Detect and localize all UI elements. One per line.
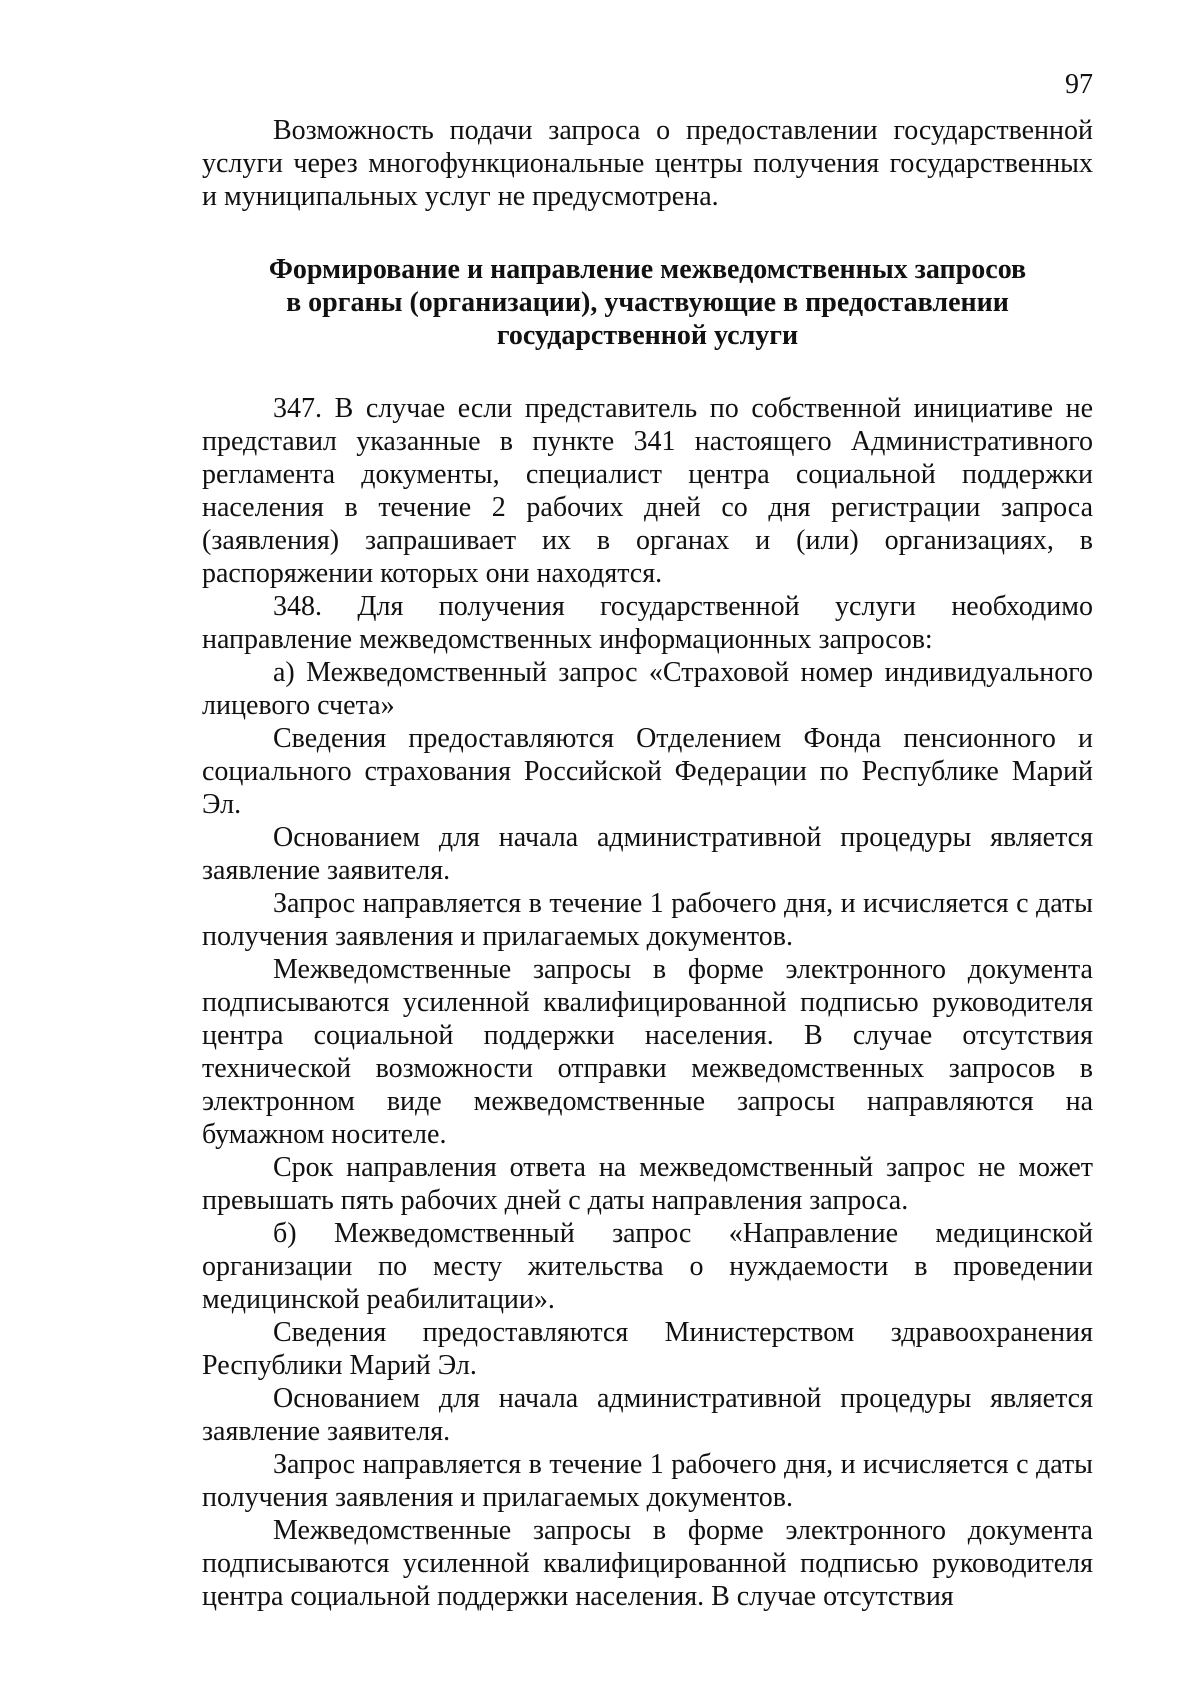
request-a-timing: Запрос направляется в течение 1 рабочего дня, и исчисляется с даты получения заявления и прилагаемых документов. [202,888,1093,952]
request-a-provider: Сведения предоставляются Отделением Фонда пенсионного и социального страхования Российской Федерации по Республике Марий Эл. [202,723,1093,820]
paragraph-347: 347. В случае если представитель по собственной инициативе не представил указанные в пункте 341 настоящего Административного регламента документы, специалист центра социальной поддержки населения в течение 2 рабочих дней со дня регистрации запроса (заявления) запрашивает их в органах и (или) организациях, в распоряжении которых они находятся. [202,393,1093,589]
section-heading-line-2: в органы (организации), участвующие в предоставлении [286,287,1009,318]
request-b-title: б) Межведомственный запрос «Направление медицинской организации по месту жительства о нуждаемости в проведении медицинской реабилитации». [202,1218,1093,1315]
page-number: 97 [1065,69,1093,100]
section-heading-line-3: государственной услуги [496,320,799,351]
request-a-basis: Основанием для начала административной процедуры является заявление заявителя. [202,822,1093,886]
request-b-signature: Межведомственные запросы в форме электронного документа подписываются усиленной квалифицированной подписью руководителя центра социальной поддержки населения. В случае отсутствия [202,1515,1093,1612]
paragraph-348: 348. Для получения государственной услуги необходимо направление межведомственных информационных запросов: [202,591,1093,655]
request-a-title: а) Межведомственный запрос «Страховой номер индивидуального лицевого счета» [202,657,1093,721]
request-a-response-deadline: Срок направления ответа на межведомственный запрос не может превышать пять рабочих дней с даты направления запроса. [202,1152,1093,1216]
intro-paragraph: Возможность подачи запроса о предоставлении государственной услуги через многофункциональные центры получения государственных и муниципальных услуг не предусмотрена. [202,115,1093,212]
request-a-signature: Межведомственные запросы в форме электронного документа подписываются усиленной квалифицированной подписью руководителя центра социальной поддержки населения. В случае отсутствия технической возможности отправки межведомственных запросов в электронном виде межведомственные запросы направляются на бумажном носителе. [202,954,1093,1150]
document-body [202,114,1093,1613]
request-b-timing: Запрос направляется в течение 1 рабочего дня, и исчисляется с даты получения заявления и прилагаемых документов. [202,1449,1093,1513]
section-heading-line-1: Формирование и направление межведомственных запросов [268,254,1027,285]
request-b-basis: Основанием для начала административной процедуры является заявление заявителя. [202,1383,1093,1447]
section-heading [202,253,1093,352]
request-b-provider: Сведения предоставляются Министерством здравоохранения Республики Марий Эл. [202,1317,1093,1381]
